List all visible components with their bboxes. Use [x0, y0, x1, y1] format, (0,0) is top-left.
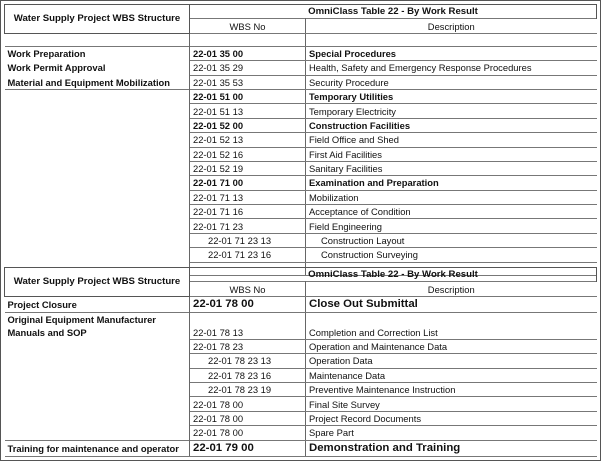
wbs-number: 22-01 71 16 [190, 205, 306, 219]
wbs-description: Final Site Survey [306, 397, 597, 411]
wbs-number: 22-01 51 00 [190, 89, 306, 103]
wbs-number: 22-01 78 23 16 [190, 368, 306, 382]
wbs-number: 22-01 71 23 16 [190, 248, 306, 262]
table-row [5, 397, 597, 411]
wbs-category: Work Preparation [5, 46, 190, 60]
table-row [5, 133, 597, 147]
wbs-description: Close Out Submittal [306, 296, 597, 312]
wbs-description: Security Procedure [306, 75, 597, 89]
wbs-number: 22-01 35 53 [190, 75, 306, 89]
table-row [5, 440, 597, 456]
table-title-row [5, 268, 597, 282]
wbs-description: Acceptance of Condition [306, 205, 597, 219]
table-title-row [5, 5, 597, 19]
wbs-number: 22-01 78 13 [190, 312, 306, 339]
table-row [5, 147, 597, 161]
table-row [5, 411, 597, 425]
wbs-description: Demonstration and Training [306, 440, 597, 456]
wbs-table-1 [4, 4, 597, 276]
column-header-wbs: WBS No [190, 19, 306, 33]
wbs-table-2 [4, 267, 597, 457]
table-row [5, 339, 597, 353]
wbs-description: Construction Facilities [306, 118, 597, 132]
wbs-number: 22-01 71 13 [190, 190, 306, 204]
column-header-description: Description [306, 19, 597, 33]
table-row [5, 248, 597, 262]
wbs-description: Temporary Electricity [306, 104, 597, 118]
table-row [5, 104, 597, 118]
table-row [5, 382, 597, 396]
left-title: Water Supply Project WBS Structure [5, 5, 190, 34]
left-title: Water Supply Project WBS Structure [5, 268, 190, 297]
wbs-description: Sanitary Facilities [306, 161, 597, 175]
wbs-number: 22-01 71 23 [190, 219, 306, 233]
wbs-category: Material and Equipment Mobilization [5, 75, 190, 89]
table-row [5, 368, 597, 382]
table-row [5, 233, 597, 247]
wbs-number: 22-01 52 16 [190, 147, 306, 161]
table-row [5, 312, 597, 339]
table-row [5, 205, 597, 219]
wbs-description: Project Record Documents [306, 411, 597, 425]
wbs-number: 22-01 71 23 13 [190, 233, 306, 247]
table-row [5, 75, 597, 89]
table-row [5, 89, 597, 103]
table-title: OmniClass Table 22 - By Work Result [190, 5, 597, 19]
table-row [5, 354, 597, 368]
wbs-number: 22-01 35 29 [190, 61, 306, 75]
wbs-number: 22-01 78 23 [190, 339, 306, 353]
wbs-description: Special Procedures [306, 46, 597, 60]
table-row [5, 296, 597, 312]
wbs-category: Project Closure [5, 296, 190, 312]
wbs-number: 22-01 51 13 [190, 104, 306, 118]
column-header-description: Description [306, 282, 597, 296]
table-title: OmniClass Table 22 - By Work Result [190, 268, 597, 282]
table-row [5, 161, 597, 175]
wbs-number: 22-01 52 19 [190, 161, 306, 175]
table-row [5, 426, 597, 440]
wbs-description: Examination and Preparation [306, 176, 597, 190]
wbs-description: Construction Layout [306, 233, 597, 247]
wbs-category: Work Permit Approval [5, 61, 190, 75]
table-row [5, 219, 597, 233]
table-row [5, 190, 597, 204]
table-row [5, 176, 597, 190]
wbs-number: 22-01 78 00 [190, 296, 306, 312]
wbs-description: Preventive Maintenance Instruction [306, 382, 597, 396]
wbs-number: 22-01 78 23 19 [190, 382, 306, 396]
wbs-category: Original Equipment Manufacturer Manuals and SOP [5, 312, 190, 339]
wbs-description: Operation Data [306, 354, 597, 368]
wbs-category: Training for maintenance and operator [5, 440, 190, 456]
wbs-number: 22-01 52 13 [190, 133, 306, 147]
wbs-description: Operation and Maintenance Data [306, 339, 597, 353]
table-row [5, 61, 597, 75]
table-row [5, 46, 597, 60]
wbs-description: Construction Surveying [306, 248, 597, 262]
column-header-wbs: WBS No [190, 282, 306, 296]
wbs-number: 22-01 79 00 [190, 440, 306, 456]
wbs-description: Spare Part [306, 426, 597, 440]
wbs-description: Completion and Correction List [306, 312, 597, 339]
wbs-description: Health, Safety and Emergency Response Procedures [306, 61, 597, 75]
wbs-number: 22-01 35 00 [190, 46, 306, 60]
wbs-number: 22-01 78 00 [190, 397, 306, 411]
wbs-number: 22-01 78 00 [190, 426, 306, 440]
table-row [5, 118, 597, 132]
wbs-number: 22-01 52 00 [190, 118, 306, 132]
wbs-description: Mobilization [306, 190, 597, 204]
wbs-description: Temporary Utilities [306, 89, 597, 103]
wbs-number: 22-01 71 00 [190, 176, 306, 190]
wbs-number: 22-01 78 00 [190, 411, 306, 425]
wbs-number: 22-01 78 23 13 [190, 354, 306, 368]
wbs-description: Field Engineering [306, 219, 597, 233]
spacer-row [5, 33, 597, 46]
wbs-description: Field Office and Shed [306, 133, 597, 147]
wbs-description: Maintenance Data [306, 368, 597, 382]
wbs-description: First Aid Facilities [306, 147, 597, 161]
